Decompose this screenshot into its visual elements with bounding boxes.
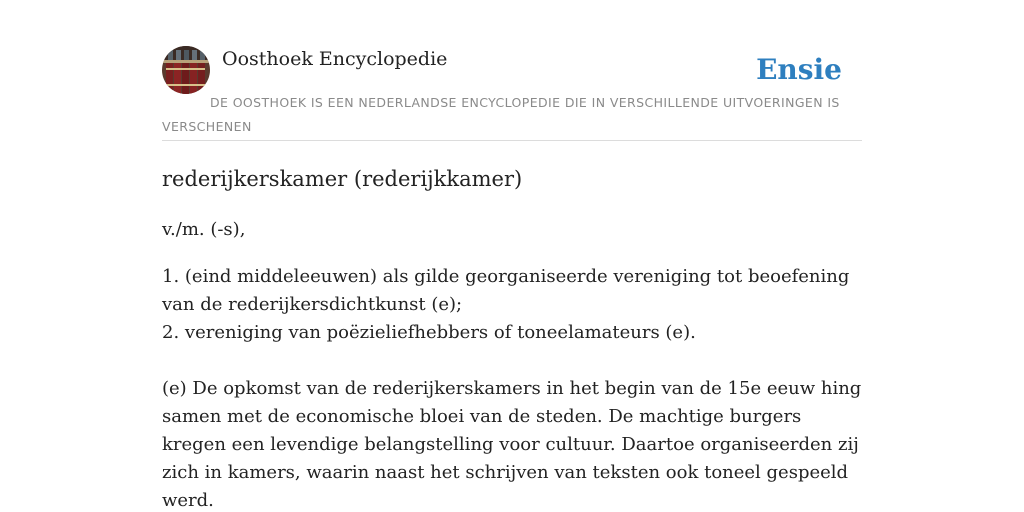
source-header (162, 46, 862, 141)
definition-item: 2. vereniging van poëzieliefhebbers of toneelamateurs (e). (162, 322, 696, 343)
entry-grammar: v./m. (-s), (162, 219, 246, 240)
definition-item: 1. (eind middeleeuwen) als gilde georganiseerde vereniging tot beoefening van de rederijkersdichtkunst (e); (162, 266, 850, 315)
entry-note: (e) De opkomst van de rederijkerskamers in het begin van de 15e eeuw hing samen met de economische bloei van de steden. De machtige burgers kregen een levendige belangstelling voor cultuur. Daartoe organiseerden zij zich in kamers, waarin naast het schrijven van teksten ook toneel gespeeld werd. (162, 378, 862, 511)
source-avatar[interactable] (162, 46, 210, 94)
brand-logo[interactable]: Ensie (756, 53, 842, 86)
entry-content (162, 163, 862, 512)
source-name[interactable]: Oosthoek Encyclopedie (222, 48, 448, 70)
source-description: DE OOSTHOEK IS EEN NEDERLANDSE ENCYCLOPEDIE DIE IN VERSCHILLENDE UITVOERINGEN IS VERSCHENEN (162, 95, 840, 134)
entry-definitions (162, 263, 862, 347)
entry-term: rederijkerskamer (rederijkkamer) (162, 167, 523, 191)
book-spines-icon (162, 46, 210, 94)
